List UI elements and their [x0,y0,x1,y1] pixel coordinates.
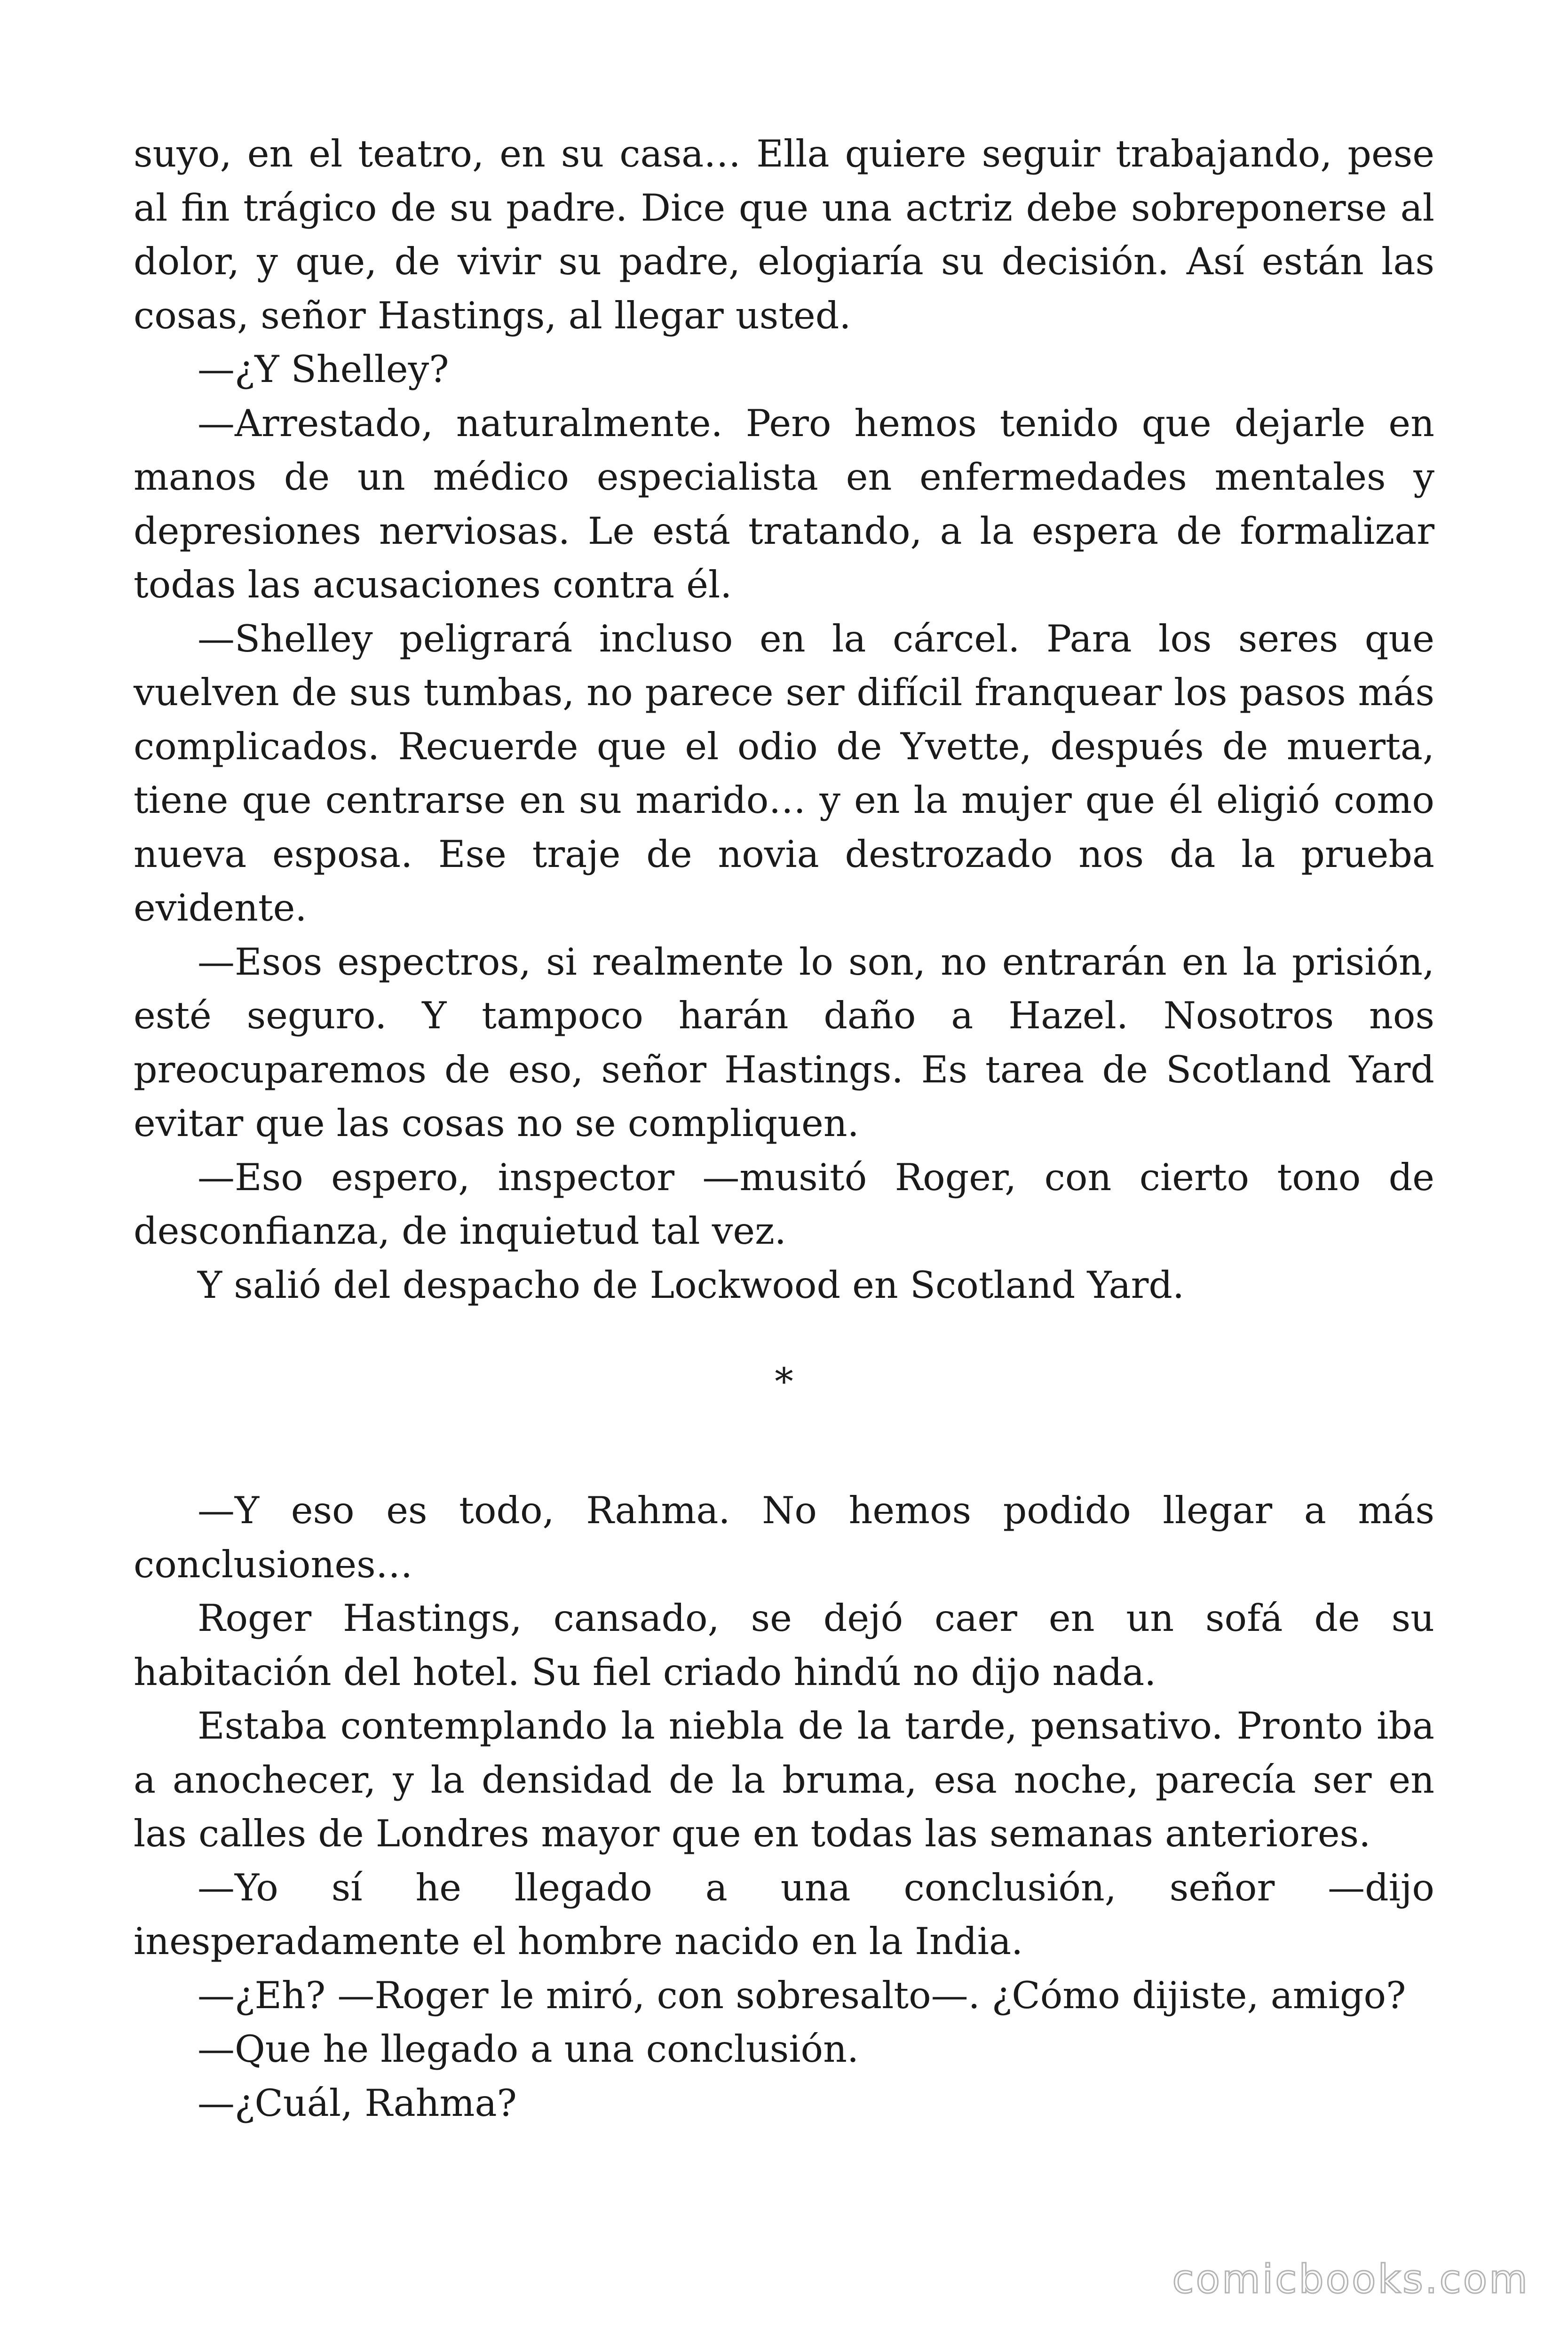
text-block-top [134,127,1434,1312]
paragraph: —Yo sí he llegado a una conclusión, señor —dijo inesperadamente el hombre nacido en la India. [134,1866,1434,1963]
text-block-bottom [134,1484,1434,2130]
watermark: comicbooks.com [1172,2256,1529,2302]
paragraph: —Que he llegado a una conclusión. [198,2027,859,2071]
paragraph: suyo, en el teatro, en su casa… Ella quiere seguir trabajando, pese al fin trágico de su padre. Dice que una actriz debe sobreponerse al dolor, y que, de vivir su padre, elogiaría su decisión. Así están las cosas, señor Hastings, al llegar usted. [134,132,1434,337]
paragraph: —¿Y Shelley? [198,348,449,391]
paragraph: —¿Eh? —Roger le miró, con sobresalto—. ¿Cómo dijiste, amigo? [198,1973,1406,2017]
paragraph: Estaba contemplando la niebla de la tarde, pensativo. Pronto iba a anochecer, y la densidad de la bruma, esa noche, parecía ser en las calles de Londres mayor que en todas las semanas anteriores. [134,1704,1434,1855]
paragraph: —Esos espectros, si realmente lo son, no entrarán en la prisión, esté seguro. Y tampoco harán daño a Hazel. Nosotros nos preocuparemos de eso, señor Hastings. Es tarea de Scotland Yard evitar que las cosas no se compliquen. [134,940,1434,1145]
paragraph: —Y eso es todo, Rahma. No hemos podido llegar a más conclusiones… [134,1489,1434,1586]
paragraph: —Shelley peligrará incluso en la cárcel. Para los seres que vuelven de sus tumbas, no parece ser difícil franquear los pasos más complicados. Recuerde que el odio de Yvette, después de muerta, tiene que centrarse en su marido… y en la mujer que él eligió como nueva esposa. Ese traje de novia destrozado nos da la prueba evidente. [134,617,1434,930]
paragraph: —Arrestado, naturalmente. Pero hemos tenido que dejarle en manos de un médico especialista en enfermedades mentales y depresiones nerviosas. Le está tratando, a la espera de formalizar todas las acusaciones contra él. [134,401,1434,606]
paragraph: Roger Hastings, cansado, se dejó caer en un sofá de su habitación del hotel. Su fiel criado hindú no dijo nada. [134,1597,1434,1694]
paragraph: —Eso espero, inspector —musitó Roger, con cierto tono de desconfianza, de inquietud tal vez. [134,1155,1434,1253]
section-separator: * [775,1360,793,1403]
paragraph: —¿Cuál, Rahma? [198,2081,517,2125]
paragraph: Y salió del despacho de Lockwood en Scotland Yard. [198,1263,1185,1307]
